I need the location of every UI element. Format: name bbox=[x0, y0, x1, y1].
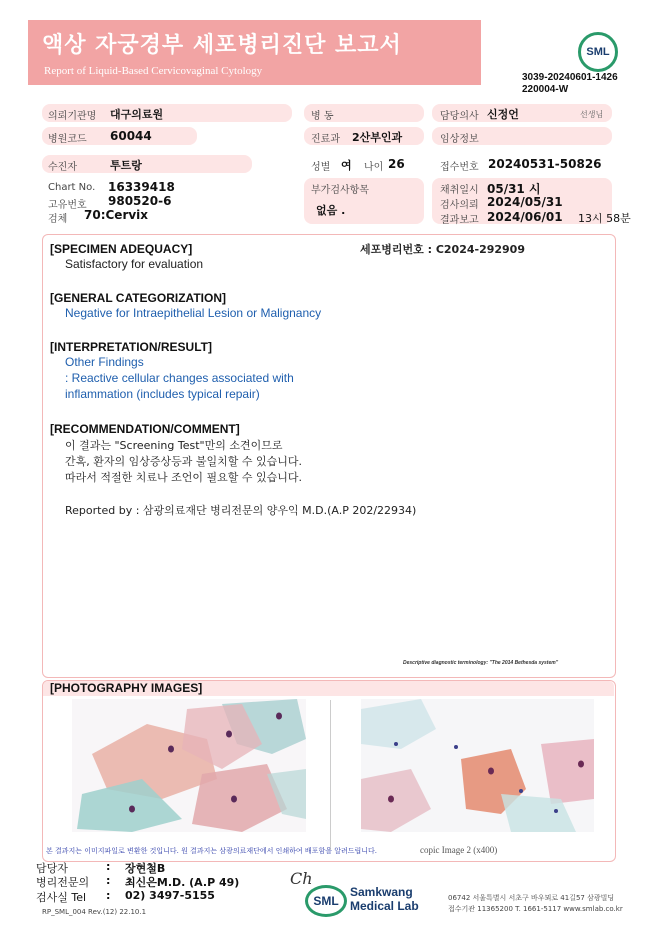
hospcode-label: 병원코드 bbox=[48, 134, 87, 145]
request-value: 2024/05/31 bbox=[487, 195, 563, 209]
interpretation-line3: inflammation (includes typical repair) bbox=[65, 387, 260, 401]
cytology-image-2 bbox=[361, 699, 594, 832]
general-text: Negative for Intraepithelial Lesion or Malignancy bbox=[65, 306, 322, 320]
interpretation-header: [INTERPRETATION/RESULT] bbox=[50, 340, 212, 354]
doctor-label: 담당의사 bbox=[440, 111, 479, 122]
reported-by: Reported by : 삼광의료재단 병리전문의 양우익 M.D.(A.P 202/22934) bbox=[65, 504, 417, 517]
chart-label: Chart No. bbox=[48, 182, 96, 193]
ward-label: 병 동 bbox=[311, 111, 334, 122]
address-line1: 06742 서울특별시 서초구 바우뫼로 41길57 삼광빌딩 bbox=[448, 894, 615, 902]
report-title: 액상 자궁경부 세포병리진단 보고서 bbox=[42, 33, 402, 58]
cytology-image-2-svg bbox=[361, 699, 594, 832]
cytology-image-1-svg bbox=[72, 699, 306, 832]
adequacy-header: [SPECIMEN ADEQUACY] bbox=[50, 242, 193, 256]
report-date-label: 결과보고 bbox=[440, 215, 479, 226]
photo-divider bbox=[330, 700, 331, 850]
sml-footer-logo-icon: SML bbox=[305, 885, 347, 917]
document-id bbox=[522, 72, 618, 96]
tel-value: 02) 3497-5155 bbox=[125, 889, 215, 902]
photo-header: [PHOTOGRAPHY IMAGES] bbox=[50, 681, 203, 695]
cytology-image-1 bbox=[72, 699, 306, 832]
chart-value: 16339418 bbox=[108, 180, 175, 194]
tel-colon: : bbox=[106, 889, 111, 902]
form-code: RP_SML_004 Rev.(12) 22.10.1 bbox=[42, 908, 147, 916]
sex-value: 여 bbox=[341, 159, 352, 172]
interpretation-line2: : Reactive cellular changes associated with bbox=[65, 371, 294, 385]
hospital-label: 의뢰기관명 bbox=[48, 111, 97, 122]
doctor-value: 신정언 bbox=[487, 108, 519, 121]
interpretation-line1: Other Findings bbox=[65, 355, 144, 369]
manager-value: 장현철B bbox=[125, 862, 166, 875]
brand-name bbox=[350, 885, 419, 913]
collect-label: 채취일시 bbox=[440, 185, 479, 196]
document-id-line1: 3039-20240601-1426 bbox=[522, 72, 618, 83]
specimen-value: 70:Cervix bbox=[84, 208, 149, 222]
dept-value: 2산부인과 bbox=[352, 131, 403, 144]
report-date-value: 2024/06/01 bbox=[487, 210, 563, 224]
hospital-value: 대구의료원 bbox=[110, 108, 164, 121]
accession-label: 접수번호 bbox=[440, 162, 479, 173]
brand-line1: Samkwang bbox=[350, 885, 413, 899]
extra-value: 없음 . bbox=[316, 204, 346, 217]
recommendation-line3: 따라서 적절한 치료나 조언이 필요할 수 있습니다. bbox=[65, 471, 302, 484]
age-label: 나이 bbox=[364, 162, 384, 173]
manager-colon: : bbox=[106, 860, 111, 873]
hospcode-value: 60044 bbox=[110, 129, 152, 143]
accession-value: 20240531-50826 bbox=[488, 157, 602, 171]
doctor-suffix: 선생님 bbox=[580, 110, 604, 119]
image-2-caption: copic Image 2 (x400) bbox=[420, 845, 498, 855]
clinical-label: 임상정보 bbox=[440, 134, 479, 145]
pathologist-value: 최신은M.D. (A.P 49) bbox=[125, 876, 240, 889]
image-notice: 본 결과지는 이미지파일로 변환한 것입니다. 원 결과지는 삼광의료재단에서 인쇄하여 배포함을 알려드립니다. bbox=[46, 847, 377, 855]
pathologist-label: 병리전문의 bbox=[36, 876, 90, 889]
collect-value: 05/31 시 bbox=[487, 182, 541, 196]
pathologist-colon: : bbox=[106, 874, 111, 887]
dept-label: 진료과 bbox=[311, 134, 340, 145]
terminology-note: Descriptive diagnostic terminology: "The 2014 Bethesda system" bbox=[403, 660, 559, 666]
report-subtitle: Report of Liquid-Based Cervicovaginal Cytology bbox=[44, 65, 263, 77]
sex-label: 성별 bbox=[311, 162, 331, 173]
brand-line2: Medical Lab bbox=[350, 899, 419, 913]
report-time-value: 13시 58분 bbox=[578, 212, 631, 225]
specimen-label: 검체 bbox=[48, 214, 68, 225]
recommendation-line2: 간혹, 환자의 임상증상등과 불일치할 수 있습니다. bbox=[65, 455, 302, 468]
signature: Ch bbox=[290, 869, 313, 888]
id-label: 고유번호 bbox=[48, 200, 87, 211]
extra-label: 부가검사항목 bbox=[311, 185, 369, 196]
adequacy-text: Satisfactory for evaluation bbox=[65, 257, 204, 271]
recommendation-line1: 이 결과는 "Screening Test"만의 소견이므로 bbox=[65, 439, 283, 452]
general-header: [GENERAL CATEGORIZATION] bbox=[50, 291, 226, 305]
age-value: 26 bbox=[388, 157, 405, 171]
sml-logo-icon: SML bbox=[578, 32, 618, 72]
manager-label: 담당자 bbox=[36, 862, 68, 875]
id-value: 980520-6 bbox=[108, 194, 172, 208]
tel-label: 검사실 Tel bbox=[36, 891, 87, 904]
pathology-number: 세포병리번호 : C2024-292909 bbox=[360, 243, 525, 256]
document-id-line2: 220004-W bbox=[522, 84, 569, 95]
patient-value: 투트랑 bbox=[110, 159, 142, 172]
patient-label: 수진자 bbox=[48, 162, 77, 173]
recommendation-header: [RECOMMENDATION/COMMENT] bbox=[50, 422, 240, 436]
address-line2: 접수기관 11365200 T. 1661-5117 www.smlab.co.kr bbox=[448, 905, 623, 913]
request-label: 검사의뢰 bbox=[440, 200, 479, 211]
